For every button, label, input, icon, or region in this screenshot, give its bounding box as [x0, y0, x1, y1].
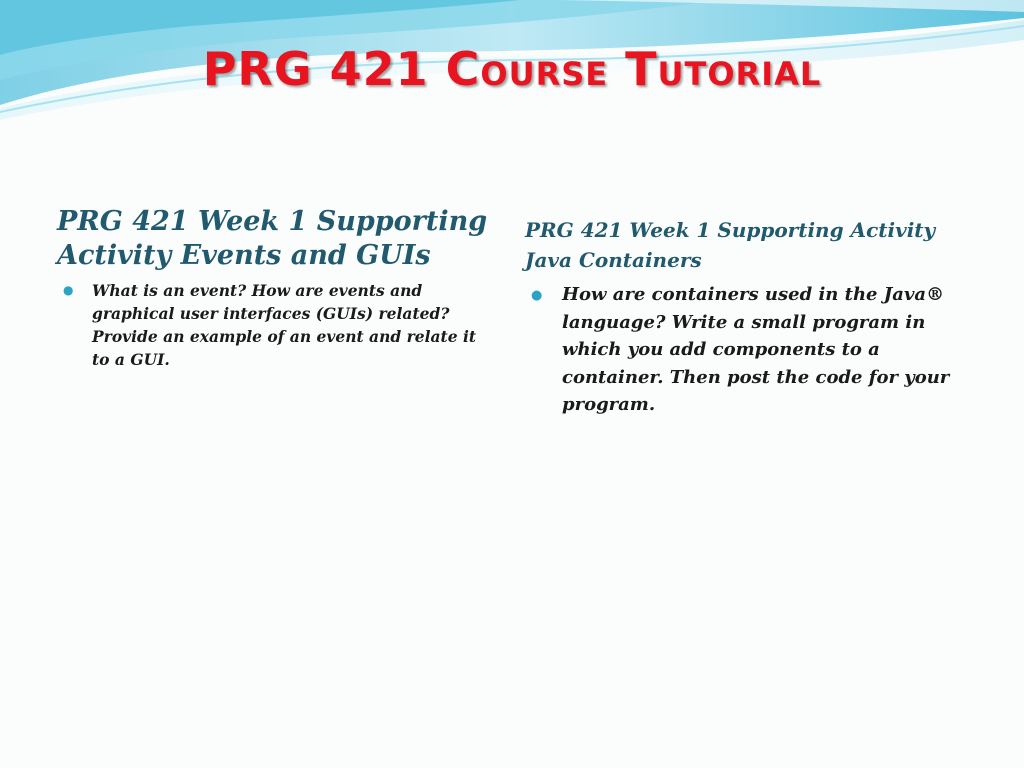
bullet-text: How are containers used in the Java® language? Write a small program in which you add components to a container. Then post the code for your program.	[562, 284, 950, 415]
list-item	[57, 279, 487, 371]
right-column	[525, 215, 965, 419]
left-column	[57, 205, 497, 371]
right-column-heading: PRG 421 Week 1 Supporting Activity Java Containers	[525, 218, 936, 272]
bullet-text: What is an event? How are events and graphical user interfaces (GUIs) related? Provide an example of an event and relate it to a GUI.	[92, 281, 477, 369]
bullet-icon: ●	[531, 288, 543, 303]
right-bullet-list	[525, 281, 965, 419]
slide-title: PRG 421 Course Tutorial	[202, 42, 822, 96]
list-item	[525, 281, 957, 419]
bullet-icon: ●	[63, 283, 74, 297]
left-column-heading: PRG 421 Week 1 Supporting Activity Events and GUIs	[57, 206, 488, 271]
left-bullet-list	[57, 279, 497, 371]
